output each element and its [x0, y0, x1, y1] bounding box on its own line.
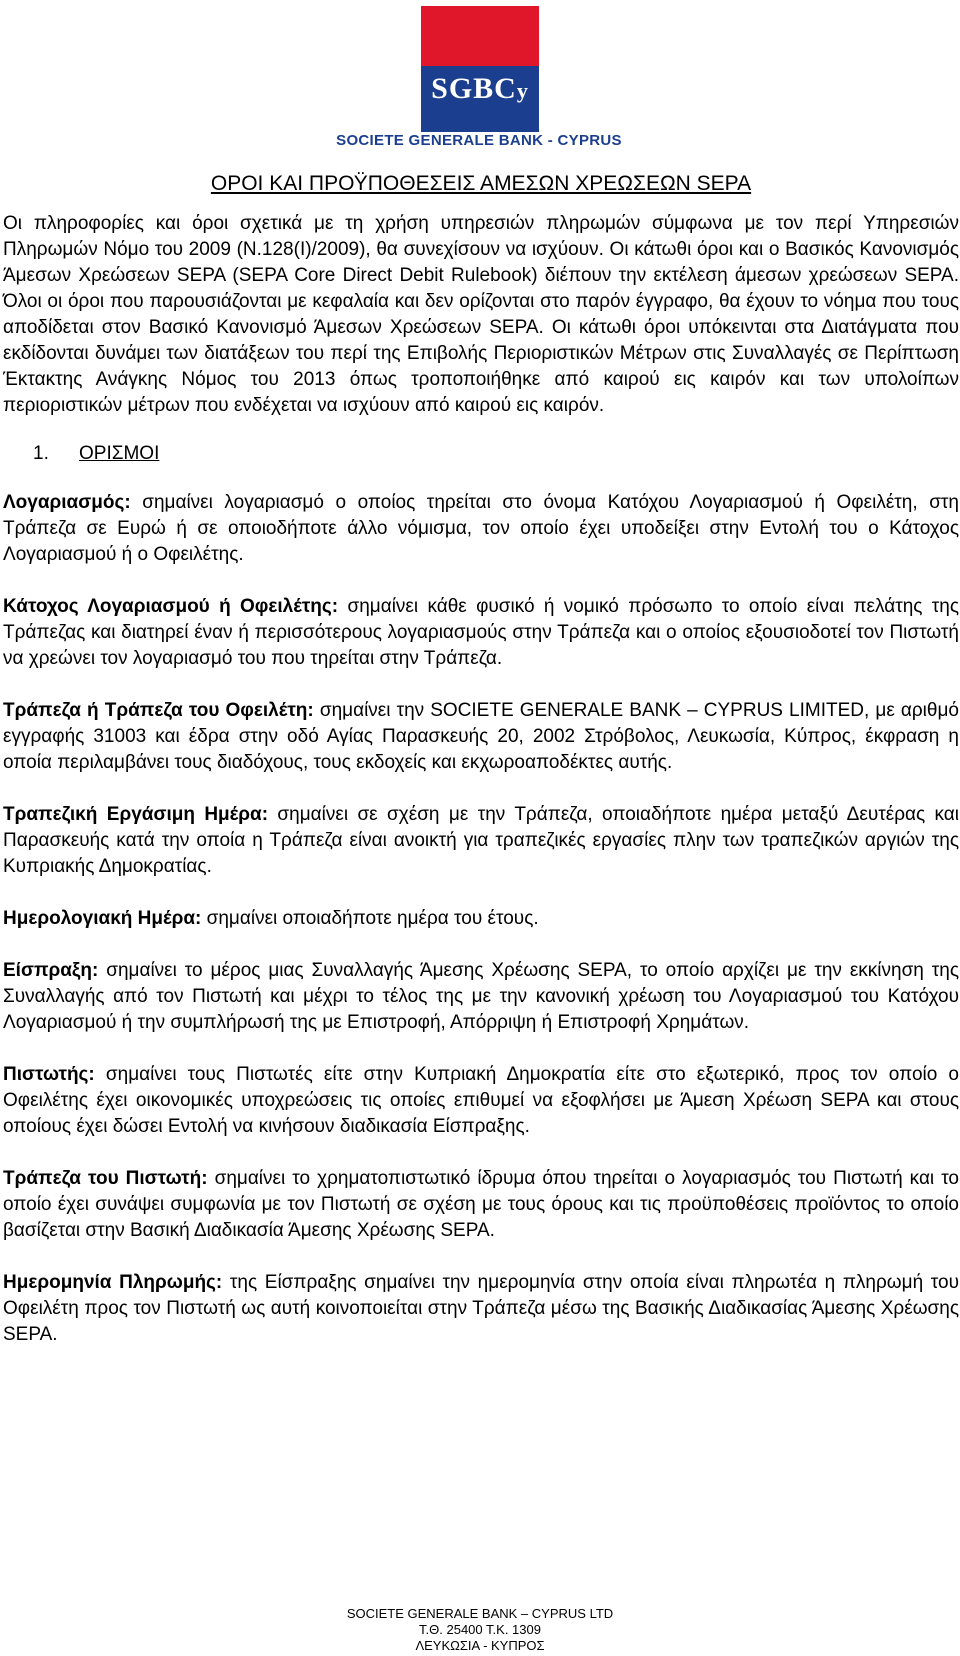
- definition-business-day: [3, 802, 959, 880]
- section-number: 1.: [33, 443, 49, 464]
- definition-calendar-day: [3, 906, 959, 932]
- section-heading-definitions: [33, 441, 959, 467]
- page-footer: [0, 1606, 960, 1654]
- footer-po-box: Τ.Θ. 25400 Τ.Κ. 1309: [419, 1622, 541, 1637]
- definition-payment-date: [3, 1270, 959, 1348]
- definition-term: Είσπραξη:: [3, 960, 99, 981]
- definition-text: σημαίνει τους Πιστωτές είτε στην Κυπριακή Δημοκρατία είτε στο εξωτερικό, προς τον οποίο ο Οφειλέτης έχει οικονομικές υποχρεώσεις τις οποίες επιθυμεί να εξοφλήσει με Άμεση Χρέωση SEPA και στους οποίους έχει δώσει Εντολή να κινήσουν διαδικασία Είσπραξης.: [3, 1064, 959, 1137]
- definition-term: Ημερομηνία Πληρωμής:: [3, 1272, 223, 1293]
- definition-text: σημαίνει την SOCIETE GENERALE BANK – CYPRUS LIMITED, με αριθμό εγγραφής 31003 και έδρα στην οδό Αγίας Παρασκευής 20, 2002 Στρόβολος, Λευκωσία, Κύπρος, έκφραση η οποία περιλαμβάνει τους διαδόχους, τους εκδοχείς και εκχωροαποδέκτες αυτής.: [3, 700, 959, 773]
- definition-account-holder: [3, 594, 959, 672]
- document-title: ΟΡΟΙ ΚΑΙ ΠΡΟΫΠΟΘΕΣΕΙΣ ΑΜΕΣΩΝ ΧΡΕΩΣΕΩΝ SEPA: [210, 172, 752, 195]
- definition-text: της Είσπραξης σημαίνει την ημερομηνία στην οποία είναι πληρωτέα η πληρωμή του Οφειλέτη προς τον Πιστωτή ως αυτή κοινοποιείται στην Τράπεζα μέσω της Βασικής Διαδικασίας Άμεσης Χρέωσης SEPA.: [3, 1272, 959, 1345]
- definition-term: Τραπεζική Εργάσιμη Ημέρα:: [3, 804, 269, 825]
- definition-term: Κάτοχος Λογαριασμού ή Οφειλέτης:: [3, 596, 339, 617]
- definition-text: σημαίνει σε σχέση με την Τράπεζα, οποιαδήποτε ημέρα μεταξύ Δευτέρας και Παρασκευής κατά την οποία η Τράπεζα είναι ανοικτή για τραπεζικές εργασίες πλην των τραπεζικών αργιών της Κυπριακής Δημοκρατίας.: [3, 804, 960, 877]
- definition-creditor: [3, 1062, 959, 1140]
- footer-company: SOCIETE GENERALE BANK – CYPRUS LTD: [346, 1606, 614, 1621]
- definition-collection: [3, 958, 959, 1036]
- footer-city: ΛΕΥΚΩΣΙΑ - ΚΥΠΡΟΣ: [415, 1638, 545, 1653]
- definition-text: σημαίνει το χρηματοπιστωτικό ίδρυμα όπου τηρείται ο λογαριασμός του Πιστωτή και το οποίο έχει συνάψει συμφωνία με τον Πιστωτή σε σχέση με τους όρους και τις προϋποθέσεις προϊόντος το οποίο βασίζεται στην Βασική Διαδικασία Άμεσης Χρέωσης SEPA.: [3, 1168, 959, 1241]
- logo-bank-name: SOCIETE GENERALE BANK - CYPRUS: [336, 132, 622, 149]
- definition-text: σημαίνει το μέρος μιας Συναλλαγής Άμεσης Χρέωσης SEPA, το οποίο αρχίζει με την εκκίνηση της Συναλλαγής από τον Πιστωτή και μέχρι το τέλος της με την κανονική χρέωση του Λογαριασμού του Κατόχου Λογαριασμού ή την συμπλήρωσή της με Επιστροφή, Απόρριψη ή Επιστροφή Χρημάτων.: [3, 960, 959, 1033]
- logo-mark-suffix: y: [516, 78, 529, 103]
- definition-text: σημαίνει κάθε φυσικό ή νομικό πρόσωπο το οποίο είναι πελάτης της Τράπεζας και διατηρεί έναν ή περισσότερους λογαριασμούς στην Τράπεζα και ο οποίος εξουσιοδοτεί τον Πιστωτή να χρεώνει τον λογαριασμό του που τηρείται στην Τράπεζα.: [3, 596, 960, 669]
- definition-term: Τράπεζα ή Τράπεζα του Οφειλέτη:: [3, 700, 314, 721]
- definition-account: [3, 490, 959, 568]
- definition-text: σημαίνει λογαριασμό ο οποίος τηρείται στο όνομα Κατόχου Λογαριασμού ή Οφειλέτη, στη Τράπεζα σε Ευρώ ή σε οποιοδήποτε άλλο νόμισμα, τον οποίο έχει υποδείξει στην Εντολή του ο Κάτοχος Λογαριασμού ή ο Οφειλέτης.: [3, 492, 959, 565]
- logo-mark-text: SGBC: [431, 72, 517, 105]
- definition-term: Τράπεζα του Πιστωτή:: [3, 1168, 208, 1189]
- definition-creditor-bank: [3, 1166, 959, 1244]
- logo-mark: [421, 72, 539, 106]
- definition-term: Λογαριασμός:: [3, 492, 131, 513]
- definition-term: Ημερολογιακή Ημέρα:: [3, 908, 202, 929]
- definition-bank: [3, 698, 959, 776]
- logo-red-block: [421, 6, 539, 66]
- definition-text: σημαίνει οποιαδήποτε ημέρα του έτους.: [201, 908, 539, 929]
- definition-term: Πιστωτής:: [3, 1064, 95, 1085]
- intro-paragraph: Οι πληροφορίες και όροι σχετικά με τη χρήση υπηρεσιών πληρωμών σύμφωνα με τον περί Υπηρεσιών Πληρωμών Νόμο του 2009 (Ν.128(Ι)/2009), θα συνεχίσουν να ισχύουν. Οι κάτωθι όροι και ο Βασικός Κανονισμός Άμεσων Χρεώσεων SEPA (SEPA Core Direct Debit Rulebook) διέπουν την εκτέλεση άμεσων χρεώσεων SEPA. Όλοι οι όροι που παρουσιάζονται με κεφαλαία και δεν ορίζονται στο παρόν έγγραφο, θα έχουν το νόημα που τους αποδίδεται στον Βασικό Κανονισμό Άμεσων Χρεώσεων SEPA. Οι κάτωθι όροι υπόκεινται στα Διατάγματα που εκδίδονται δυνάμει των διατάξεων του περί της Επιβολής Περιοριστικών Μέτρων στις Συναλλαγές σε Περίπτωση Έκτακτης Ανάγκης Νόμος του 2013 όπως τροποποιήθηκε από καιρού εις καιρόν και των υπολοίπων περιοριστικών μέτρων που ενδέχεται να ισχύουν από καιρού εις καιρόν.: [3, 213, 959, 416]
- bank-logo: [318, 6, 640, 152]
- section-label: ΟΡΙΣΜΟΙ: [79, 443, 160, 464]
- document-body: [3, 171, 959, 1374]
